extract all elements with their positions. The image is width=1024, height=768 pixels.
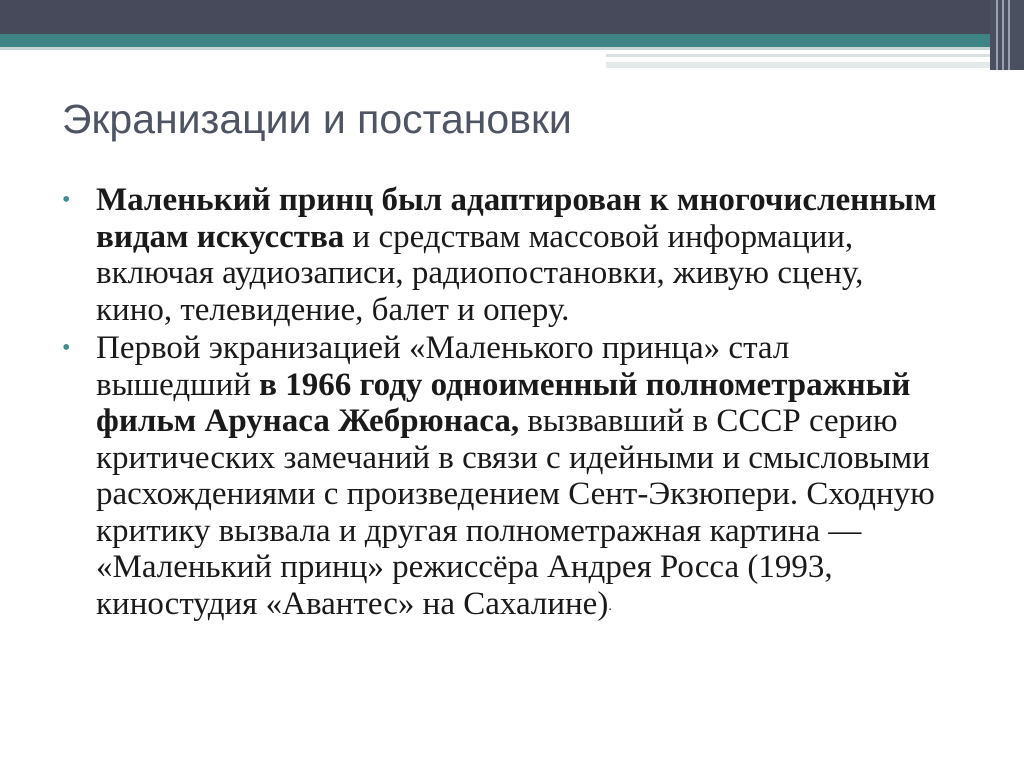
header-divider-short-2: [606, 62, 1024, 68]
bullet-dot-icon: •: [62, 335, 71, 361]
bullet-text-bold: Маленький принц был адаптирован к многочисленным видам искусства: [96, 182, 937, 255]
header-accent-band: [0, 34, 1024, 47]
corner-stripe: [1002, 0, 1004, 70]
bullet-dot-icon: •: [62, 187, 71, 213]
header-corner-accent: [990, 0, 1024, 70]
bullet-item: [62, 330, 942, 625]
header-band: [0, 0, 1024, 34]
bullet-item: [62, 182, 942, 328]
slide-title: Экранизации и постановки: [62, 96, 572, 142]
bullet-text: вызвавший в СССР серию критических замечаний в связи с идейными и смысловыми расхождениями с произведением Сент-Экзюпери. Сходную критику вызвала и другая полнометражная картина — «Маленький принц» режиссёра Андрея Росса (1993, киностудия «Авантес» на Сахалине): [96, 403, 935, 622]
header-divider: [0, 47, 1024, 50]
bullet-text: Первой экранизацией «Маленького принца» стал вышедший: [96, 330, 790, 403]
bullet-list: [62, 182, 942, 625]
bullet-text: и средствам массовой информации, включая аудиозаписи, радиопостановки, живую сцену, кино, телевидение, балет и оперу.: [96, 218, 864, 328]
corner-stripe: [996, 0, 998, 70]
header-divider-short: [606, 54, 1024, 57]
bullet-text-bold: в 1966 году одноименный полнометражный фильм Арунаса Жебрюнаса,: [96, 366, 911, 439]
bullet-text-end: .: [608, 598, 612, 614]
corner-stripe: [1008, 0, 1010, 70]
